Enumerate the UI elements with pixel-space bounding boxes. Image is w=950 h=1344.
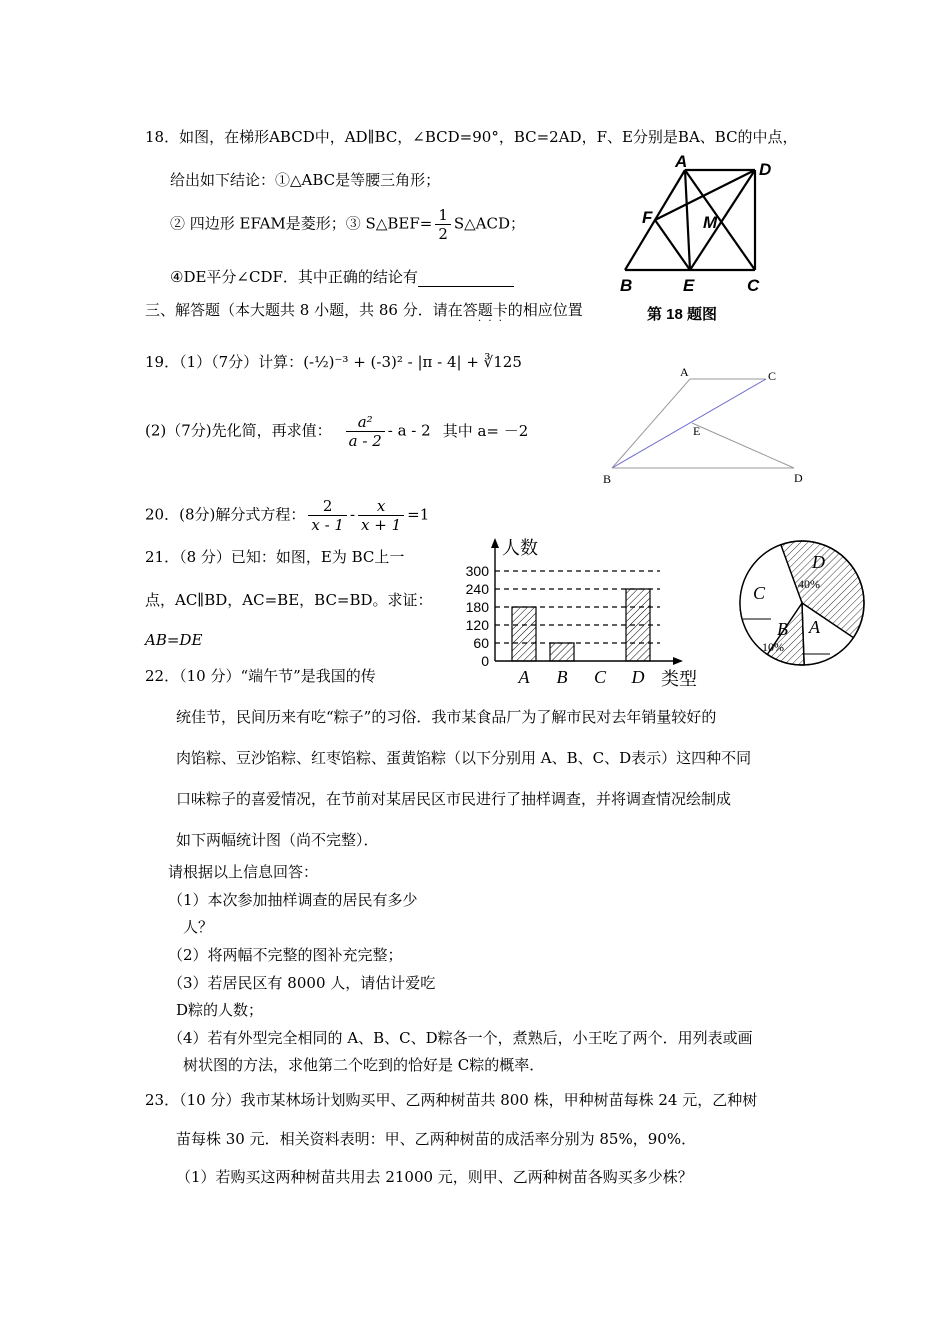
- q18-frac-num: 1: [435, 206, 451, 225]
- q22-sub1a: （1）本次参加抽样调查的居民有多少: [168, 891, 418, 909]
- q20-f1-num: 2: [308, 497, 347, 516]
- q22-ask: 请根据以上信息回答：: [168, 863, 319, 881]
- q18-line4: [170, 267, 514, 287]
- fig18-label-E: E: [683, 276, 695, 295]
- q19-part2-fraction: [346, 413, 385, 450]
- q20-equals: =1: [407, 505, 430, 524]
- pie-chart: [734, 538, 874, 673]
- q22-sub3a: （3）若居民区有 8000 人，请估计爱吃: [168, 974, 436, 992]
- fig18-label-D: D: [759, 160, 772, 179]
- q22-line4: 口味粽子的喜爱情况，在节前对某居民区市民进行了抽样调查，并将调查情况绘制成: [176, 790, 732, 808]
- bar-chart: [455, 538, 715, 688]
- fig21-label-E: E: [693, 424, 701, 438]
- q23-line1: 23．（10 分）我市某林场计划购买甲、乙两种树苗共 800 株，甲种树苗每株 24 元，乙种树: [145, 1091, 758, 1109]
- fig21-label-D: D: [794, 471, 803, 485]
- bar-xtick-label: C: [593, 667, 607, 687]
- bar-x-arrow: [673, 657, 683, 665]
- bar-B: [550, 643, 574, 661]
- q18-fraction: [435, 206, 451, 243]
- q20-label: 20．(8分)解分式方程：: [145, 505, 306, 524]
- figure-21: [598, 366, 810, 486]
- q20-f1-den: x - 1: [311, 516, 344, 534]
- fig21-label-C: C: [768, 369, 777, 383]
- q19-part2-rest: - a - 2: [387, 421, 431, 440]
- fig21-ED: [692, 423, 794, 468]
- q20-f2-den: x + 1: [361, 516, 402, 534]
- q22-line2: 统佳节，民间历来有吃“粽子”的习俗．我市某食品厂为了解市民对去年销量较好的: [176, 708, 717, 726]
- fig18-label-M: M: [703, 213, 718, 232]
- answer-blank: [418, 270, 514, 287]
- fig21-label-B: B: [603, 472, 612, 486]
- fig18-label-A: A: [675, 152, 688, 171]
- section3-emphasis-dots: · · ·: [478, 316, 504, 327]
- fig18-caption: 第 18 题图: [647, 306, 718, 323]
- bar-y-label: 人数: [502, 538, 538, 558]
- pie-label-D: D: [812, 552, 825, 572]
- bar-xtick-label: D: [631, 667, 645, 687]
- bar-ytick-label: 120: [465, 617, 489, 633]
- q22-line3: 肉馅粽、豆沙馅粽、红枣馅粽、蛋黄馅粽（以下分别用 A、B、C、D表示）这四种不同: [176, 749, 752, 767]
- q22-sub4a: （4）若有外型完全相同的 A、B、C、D粽各一个，煮熟后，小王吃了两个．用列表或画: [168, 1029, 753, 1047]
- q19-frac-num: a²: [346, 413, 385, 432]
- bar-x-label: 类型: [661, 669, 697, 689]
- pie-label-B: B: [777, 619, 788, 639]
- bar-ytick-label: 240: [465, 581, 489, 597]
- pie-percent-B: 10%: [762, 640, 784, 654]
- q18-line1: 18．如图，在梯形ABCD中，AD∥BC，∠BCD=90°，BC=2AD，F、E分别是BA、BC的中点，: [145, 128, 798, 146]
- section3-heading: [145, 300, 583, 320]
- q22-line5: 如下两幅统计图（尚不完整）．: [176, 831, 379, 849]
- fig21-AB: [612, 379, 690, 468]
- q18-line3: [170, 206, 525, 243]
- q18-line4-text: ④DE平分∠CDF．其中正确的结论有: [170, 268, 418, 286]
- q22-sub2: （2）将两幅不完整的图补充完整；: [168, 946, 403, 964]
- bar-xtick-label: B: [556, 667, 568, 687]
- section3-text: 三、解答题（本大题共 8 小题，共 86 分．请在答题卡的相应位置: [145, 301, 583, 319]
- q19-part2-condition: 其中 a= －2: [442, 421, 529, 440]
- fig18-label-B: B: [620, 276, 633, 295]
- bar-ytick-label: 0: [481, 653, 489, 669]
- q22-sub4b: 树状图的方法，求他第二个吃到的恰好是 C粽的概率．: [183, 1056, 545, 1074]
- q23-line3: （1）若购买这两种树苗共用去 21000 元，则甲、乙两种树苗各购买多少株？: [176, 1168, 693, 1186]
- bar-xtick-label: A: [518, 667, 530, 687]
- q19-part1: [145, 352, 522, 372]
- q21-line3: AB=DE: [145, 631, 203, 649]
- fig21-BC: [612, 379, 766, 468]
- q18-line3b: S△ACD；: [453, 214, 526, 233]
- q22-line1: 22．（10 分）“端午节”是我国的传: [145, 667, 376, 685]
- pie-label-C: C: [753, 583, 766, 603]
- q20-fraction-2: [358, 497, 404, 534]
- fig18-AE: [685, 170, 690, 270]
- q21-line1: 21．（8 分）已知：如图，E为 BC上一: [145, 548, 405, 566]
- q19-part1-label: 19．（1）（7分）计算：: [145, 353, 304, 371]
- q19-part2-label: (2)（7分)先化简，再求值：: [145, 421, 332, 440]
- q20-minus: -: [349, 505, 356, 524]
- bar-ytick-label: 300: [465, 563, 489, 579]
- q19-part1-expr: (-½)⁻³ + (-3)² - |π - 4| + ∛125: [303, 353, 522, 371]
- fig21-label-A: A: [680, 365, 689, 379]
- bar-D: [626, 589, 650, 661]
- pie-percent-D: 40%: [798, 577, 820, 591]
- bar-A: [512, 607, 536, 661]
- q20: [145, 497, 429, 534]
- q19-frac-den: a - 2: [348, 432, 382, 450]
- fig18-FE: [655, 220, 690, 270]
- q22-sub3b: D粽的人数；: [176, 1001, 264, 1019]
- fig18-label-C: C: [747, 276, 760, 295]
- pie-label-A: A: [809, 617, 820, 637]
- q18-frac-den: 2: [438, 225, 448, 243]
- q18-line3a: ② 四边形 EFAM是菱形；③ S△BEF=: [170, 214, 433, 233]
- q18-line2: 给出如下结论：①△ABC是等腰三角形；: [170, 171, 441, 189]
- fig18-label-F: F: [642, 208, 653, 227]
- q19-part2: [145, 413, 528, 450]
- bar-ytick-label: 60: [473, 635, 489, 651]
- q21-line2: 点，AC∥BD，AC=BE，BC=BD。求证：: [145, 591, 433, 609]
- figure-18: [615, 152, 775, 325]
- q22-sub1b: 人？: [183, 918, 214, 936]
- q20-f2-num: x: [358, 497, 404, 516]
- q23-line2: 苗每株 30 元．相关资料表明：甲、乙两种树苗的成活率分别为 85%，90%．: [176, 1130, 697, 1148]
- bar-ytick-label: 180: [465, 599, 489, 615]
- bar-y-arrow: [491, 538, 499, 548]
- q20-fraction-1: [308, 497, 347, 534]
